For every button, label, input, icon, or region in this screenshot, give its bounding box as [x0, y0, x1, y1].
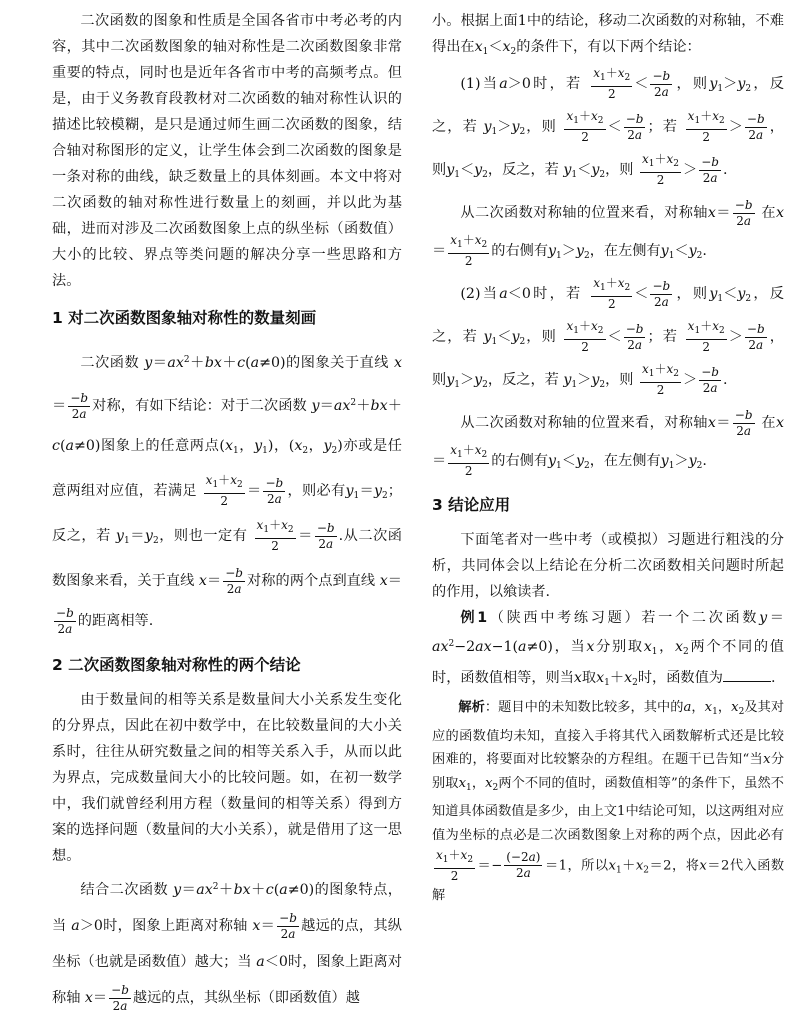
section-3-paragraph: 下面笔者对一些中考（或模拟）习题进行粗浅的分析，共同体会以上结论在分析二次函数相关问题时所起的作用，以飨读者. — [432, 532, 784, 600]
conclusion-2-axis: 从二次函数对称轴的位置来看，对称轴x＝ $\frac{-b}{2a}$ 在x＝ $\frac{x_1+x_2}{2}$ 的右侧有$y_1<y_2$，在左侧有$y_1>y_2$. — [432, 407, 784, 478]
example-1-title: 例1 — [460, 610, 488, 626]
solution-title: 解析 — [458, 700, 485, 715]
conclusion-1: (1)当a＞0时，若 $\frac{x_1+x_2}{2}$ ＜ $\frac{-b}{2a}$ ，则$y_1>y_2$，反之，若 $y_1>y_2$，则 $\frac{x_1+x_2}{2}$ ＜ $\frac{-b}{2a}$ ；若 $\frac{x_1+x_2}{2}$ ＞ $\frac{-b}{2a}$ ，则$y_1<y_2$，反之，若 $y_1<y_2$，则 $\frac{x_1+x_2}{2}$ ＞ $\frac{-b}{2a}$ . — [432, 66, 784, 187]
continuation-paragraph: 小。根据上面1中的结论，移动二次函数的对称轴，不难得出在$x_1<x_2$的条件下，有以下两个结论： — [432, 13, 784, 57]
section-2-paragraph-1: 由于数量间的相等关系是数量间大小关系发生变化的分界点，因此在初中数学中，在比较数量间的大小关系时，往往从研究数量之间的相等关系入手，从而以此为界点，完成数量间大小的比较问题。如，在初一数学中，我们就曾经利用方程（数量间的相等关系）得到方案的选择问题（数量间的大小关系），就是借用了这一思想。 — [52, 692, 402, 864]
answer-blank — [723, 667, 771, 682]
section-3-heading: 3 结论应用 — [432, 496, 511, 514]
conclusion-2: (2)当a＜0时，若 $\frac{x_1+x_2}{2}$ ＜ $\frac{-b}{2a}$ ，则$y_1<y_2$，反之，若 $y_1<y_2$，则 $\frac{x_1+x_2}{2}$ ＜ $\frac{-b}{2a}$ ；若 $\frac{x_1+x_2}{2}$ ＞ $\frac{-b}{2a}$ ，则$y_1>y_2$，反之，若 $y_1>y_2$，则 $\frac{x_1+x_2}{2}$ ＞ $\frac{-b}{2a}$ . — [432, 276, 784, 397]
section-2-heading: 2 二次函数图象轴对称性的两个结论 — [52, 656, 301, 674]
solution-paragraph: 解析：题目中的未知数比较多，其中的a，$x_1$，$x_2$及其对应的函数值均未知，直接入手将其代入函数解析式还是比较困难的，将要面对比较繁杂的方程组。在题干已告知“当x分别取$x_1$，$x_2$两个不同的值时，函数值相等”的条件下，虽然不知道具体函数值是多少，由上文1中结论可知，以这两组对应值为坐标的点必是二次函数图象上对称的两个点，因此必有 $\frac{x_1+x_2}{2}$ ＝− $\frac{(-2a)}{2a}$ ＝1，所以$x_1+x_2=2$，将x＝2代入函数解 — [432, 700, 785, 903]
right-column — [432, 8, 784, 907]
conclusion-1-axis: 从二次函数对称轴的位置来看，对称轴x＝ $\frac{-b}{2a}$ 在x＝ $\frac{x_1+x_2}{2}$ 的右侧有$y_1>y_2$，在左侧有$y_1<y_2$. — [432, 197, 784, 268]
axis-fraction: $\frac{-b}{2a}$ — [70, 390, 89, 421]
example-1: 例1（陕西中考练习题）若一个二次函数$y=ax^2-2ax-1(a\ne 0)$，当x分别取$x_1$，$x_2$两个不同的值时，函数值相等，则当x取$x_1+x_2$时，函数值为 . — [432, 610, 784, 688]
intro-paragraph: 二次函数的图象和性质是全国各省市中考必考的内容，其中二次函数图象的轴对称性是二次函数图象非常重要的特点，同时也是近年各省市中考的高频考点。但是，由于义务教育段教材对二次函数的轴对称性认识的描述比较模糊，是只是通过师生画二次函数的图象，结合轴对称图形的定义，让学生体会到二次函数的图象是一条对称的曲线，缺乏数量上的具体刻画。本文中将对二次函数的轴对称性进行数量上的刻画，并以此为基础，进而对涉及二次函数图象上点的纵坐标（函数值）大小的比较、界点等类问题的解决分享一些思路和方法。 — [52, 13, 402, 289]
section-2-paragraph-2: 结合二次函数 $y=ax^2+bx+c(a\ne 0)$的图象特点，当 a＞0时，图象上距离对称轴 x＝ $\frac{-b}{2a}$ 越远的点，其纵坐标（也就是函数值）越大；当 a＜0时，图象上距离对称轴 x＝ $\frac{-b}{2a}$ 越远的点，其纵坐标（即函数值）越 — [52, 882, 402, 1013]
left-column — [52, 8, 402, 1016]
section-1-heading: 1 对二次函数图象轴对称性的数量刻画 — [52, 309, 317, 327]
section-1-paragraph: 二次函数 $y=ax^2+bx+c(a\ne 0)$的图象关于直线 x＝ $\frac{-b}{2a}$ 对称，有如下结论：对于二次函数 $y=ax^2+bx+c(a\ne 0)$图象上的任意两点($x_1$，$y_1$)，($x_2$，$y_2$)亦或是任意两组对应值，若满足 $\frac{x_1+x_2}{2}$ ＝ $\frac{-b}{2a}$ ，则必有$y_1=y_2$；反之，若 $y_1=y_2$，则也一定有 $\frac{x_1+x_2}{2}$ ＝ $\frac{-b}{2a}$ .从二次函数图象来看，关于直线 x＝ $\frac{-b}{2a}$ 对称的两个点到直线 x＝ $\frac{-b}{2a}$ 的距离相等. — [52, 355, 402, 636]
